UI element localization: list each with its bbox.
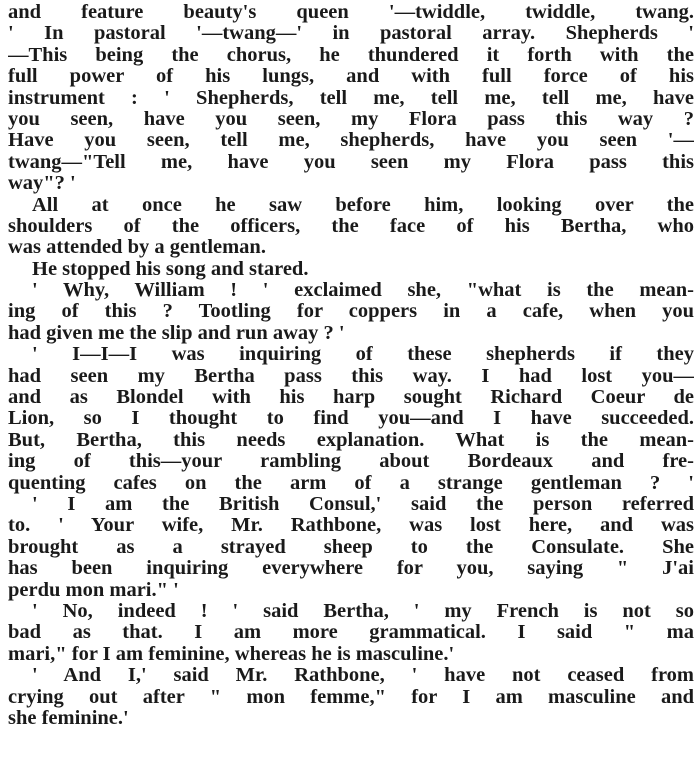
text-line: full power of his lungs, and with full force of his (8, 66, 694, 88)
text-line: twang—"Tell me, have you seen my Flora pass this (8, 151, 694, 173)
text-line: she feminine.' (8, 706, 129, 729)
text-line: ' And I,' said Mr. Rathbone, ' have not ceased from (32, 665, 694, 687)
text-line: He stopped his song and stared. (32, 257, 309, 280)
text-line: had seen my Bertha pass this way. I had lost you— (8, 365, 694, 387)
text-line: ' No, indeed ! ' said Bertha, ' my French is not so (32, 600, 694, 622)
text-line: mari," for I am feminine, whereas he is masculine.' (8, 642, 455, 665)
text-line: ing of this ? Tootling for coppers in a cafe, when you (8, 301, 694, 323)
text-line: ' I—I—I was inquiring of these shepherds if they (32, 344, 694, 366)
text-line: But, Bertha, this needs explanation. What is the mean- (8, 429, 694, 451)
text-line: Have you seen, tell me, shepherds, have you seen '— (8, 130, 694, 152)
text-line: and feature beauty's queen '—twiddle, twiddle, twang. (8, 2, 694, 23)
text-line: was attended by a gentleman. (8, 236, 266, 259)
text-line: and as Blondel with his harp sought Richard Coeur de (8, 387, 694, 409)
text-line: had given me the slip and run away ? ' (8, 321, 345, 344)
text-line: ing of this—your rambling about Bordeaux and fre- (8, 451, 694, 473)
text-line: perdu mon mari." ' (8, 578, 179, 601)
text-line: quenting cafes on the arm of a strange gentleman ? ' (8, 472, 694, 494)
text-line: has been inquiring everywhere for you, saying " J'ai (8, 558, 694, 580)
text-line: Lion, so I thought to find you—and I have succeeded. (8, 408, 694, 430)
text-line: to. ' Your wife, Mr. Rathbone, was lost here, and was (8, 515, 694, 537)
text-line: All at once he saw before him, looking over the (32, 194, 694, 216)
text-line: instrument : ' Shepherds, tell me, tell me, tell me, have (8, 87, 694, 109)
text-line: ' I am the British Consul,' said the person referred (32, 493, 694, 515)
text-line: ' Why, William ! ' exclaimed she, "what is the mean- (32, 280, 694, 302)
text-line: brought as a strayed sheep to the Consulate. She (8, 536, 694, 558)
text-line: way"? ' (8, 172, 76, 195)
text-line: you seen, have you seen, my Flora pass this way ? (8, 108, 694, 130)
text-line: crying out after " mon femme," for I am masculine and (8, 686, 694, 708)
text-line: shoulders of the officers, the face of his Bertha, who (8, 215, 694, 237)
text-line: bad as that. I am more grammatical. I said " ma (8, 622, 694, 644)
text-column (8, 2, 694, 729)
text-line: ' In pastoral '—twang—' in pastoral array. Shepherds ' (8, 23, 694, 45)
text-line: —This being the chorus, he thundered it forth with the (8, 44, 694, 66)
